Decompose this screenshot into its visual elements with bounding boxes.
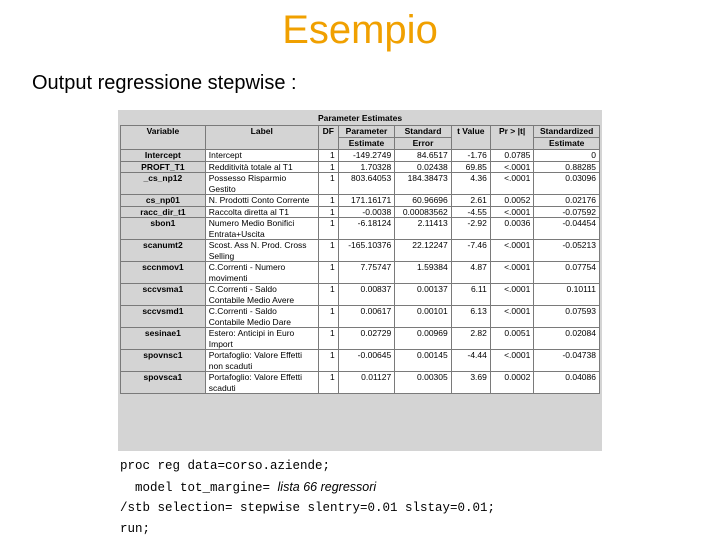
cell-variable: scanumt2 [121,240,206,262]
cell-std-error: 0.00305 [395,372,452,394]
table-row [121,150,600,162]
header-variable: Variable [121,126,206,150]
header-t-value: t Value [451,126,490,150]
cell-standardized-estimate: -0.05213 [534,240,600,262]
cell-df: 1 [318,240,338,262]
cell-std-error: 0.02438 [395,161,452,173]
cell-pr: <.0001 [490,173,533,195]
cell-standardized-estimate: 0 [534,150,600,162]
cell-standardized-estimate: 0.07754 [534,262,600,284]
cell-std-error: 1.59384 [395,262,452,284]
table-row [121,240,600,262]
cell-variable: Intercept [121,150,206,162]
cell-label: Portafoglio: Valore Effetti scaduti [205,372,318,394]
cell-estimate: -0.00645 [338,350,395,372]
table-row [121,173,600,195]
cell-standardized-estimate: 0.02176 [534,195,600,207]
cell-variable: spovnsc1 [121,350,206,372]
cell-variable: sccvsmd1 [121,306,206,328]
cell-label: C.Correnti - Saldo Contabile Medio Avere [205,284,318,306]
table-row [121,306,600,328]
cell-standardized-estimate: 0.07593 [534,306,600,328]
cell-standardized-estimate: 0.10111 [534,284,600,306]
cell-pr: 0.0785 [490,150,533,162]
cell-t-value: -7.46 [451,240,490,262]
cell-estimate: 803.64053 [338,173,395,195]
cell-label: Possesso Risparmio Gestito [205,173,318,195]
cell-std-error: 0.00969 [395,328,452,350]
cell-std-error: 0.00083562 [395,206,452,218]
cell-standardized-estimate: 0.88285 [534,161,600,173]
cell-t-value: 6.11 [451,284,490,306]
cell-pr: <.0001 [490,161,533,173]
parameter-estimates-table [120,125,600,394]
cell-estimate: -149.2749 [338,150,395,162]
cell-standardized-estimate: 0.04086 [534,372,600,394]
cell-estimate: 171.16171 [338,195,395,207]
table-row [121,284,600,306]
header-label: Label [205,126,318,150]
cell-estimate: -165.10376 [338,240,395,262]
cell-variable: racc_dir_t1 [121,206,206,218]
cell-label: Raccolta diretta al T1 [205,206,318,218]
cell-label: Scost. Ass N. Prod. Cross Selling [205,240,318,262]
cell-df: 1 [318,150,338,162]
cell-estimate: -6.18124 [338,218,395,240]
header-standardized: Standardized [534,126,600,138]
code-line-1: proc reg data=corso.aziende; [120,459,331,473]
table-row [121,195,600,207]
header-df: DF [318,126,338,150]
code-line-3: /stb selection= stepwise slentry=0.01 slstay=0.01; [120,501,496,515]
header-parameter: Parameter [338,126,395,138]
cell-standardized-estimate: -0.07592 [534,206,600,218]
code-line-2-regressors: lista 66 regressori [277,479,377,494]
table-row [121,350,600,372]
table-row [121,206,600,218]
cell-estimate: 0.00837 [338,284,395,306]
table-body [121,150,600,394]
cell-std-error: 2.11413 [395,218,452,240]
cell-label: Estero: Anticipi in Euro Import [205,328,318,350]
cell-t-value: 3.69 [451,372,490,394]
cell-variable: PROFT_T1 [121,161,206,173]
header-pr: Pr > |t| [490,126,533,150]
cell-df: 1 [318,328,338,350]
cell-label: Intercept [205,150,318,162]
table-row [121,262,600,284]
cell-df: 1 [318,284,338,306]
cell-standardized-estimate: 0.03096 [534,173,600,195]
cell-label: Numero Medio Bonifici Entrata+Uscita [205,218,318,240]
cell-df: 1 [318,372,338,394]
cell-variable: _cs_np12 [121,173,206,195]
cell-pr: <.0001 [490,284,533,306]
cell-standardized-estimate: -0.04738 [534,350,600,372]
cell-variable: sbon1 [121,218,206,240]
cell-estimate: 7.75747 [338,262,395,284]
cell-pr: <.0001 [490,262,533,284]
cell-std-error: 0.00101 [395,306,452,328]
cell-std-error: 0.00137 [395,284,452,306]
cell-estimate: 0.02729 [338,328,395,350]
cell-std-error: 0.00145 [395,350,452,372]
code-line-2 [120,477,495,499]
cell-df: 1 [318,173,338,195]
cell-pr: <.0001 [490,206,533,218]
cell-df: 1 [318,206,338,218]
cell-variable: sesinae1 [121,328,206,350]
cell-std-error: 60.96696 [395,195,452,207]
cell-label: Portafoglio: Valore Effetti non scaduti [205,350,318,372]
cell-label: C.Correnti - Numero movimenti [205,262,318,284]
cell-t-value: -4.44 [451,350,490,372]
cell-variable: sccnmov1 [121,262,206,284]
page-subtitle: Output regressione stepwise : [32,72,297,94]
table-row [121,372,600,394]
cell-t-value: 6.13 [451,306,490,328]
cell-variable: spovsca1 [121,372,206,394]
cell-label: Redditività totale al T1 [205,161,318,173]
cell-t-value: 4.36 [451,173,490,195]
header-standardized-estimate: Estimate [534,138,600,150]
cell-df: 1 [318,195,338,207]
cell-std-error: 184.38473 [395,173,452,195]
page-title: Esempio [282,8,438,52]
sas-output-panel [118,110,602,451]
cell-std-error: 22.12247 [395,240,452,262]
cell-pr: <.0001 [490,350,533,372]
table-row [121,328,600,350]
table-row [121,218,600,240]
cell-t-value: 69.85 [451,161,490,173]
cell-std-error: 84.6517 [395,150,452,162]
cell-label: N. Prodotti Conto Corrente [205,195,318,207]
sas-code-block [120,456,495,539]
header-standard: Standard [395,126,452,138]
cell-standardized-estimate: -0.04454 [534,218,600,240]
cell-pr: 0.0051 [490,328,533,350]
cell-estimate: 0.00617 [338,306,395,328]
cell-df: 1 [318,306,338,328]
cell-t-value: 4.87 [451,262,490,284]
cell-t-value: 2.82 [451,328,490,350]
header-parameter-estimate: Estimate [338,138,395,150]
cell-variable: sccvsma1 [121,284,206,306]
code-line-2-prefix: model tot_margine= [120,480,278,495]
cell-t-value: -4.55 [451,206,490,218]
cell-standardized-estimate: 0.02084 [534,328,600,350]
cell-pr: 0.0036 [490,218,533,240]
cell-variable: cs_np01 [121,195,206,207]
cell-t-value: 2.61 [451,195,490,207]
cell-df: 1 [318,161,338,173]
cell-pr: 0.0052 [490,195,533,207]
header-standard-error: Error [395,138,452,150]
table-title: Parameter Estimates [317,113,403,123]
cell-df: 1 [318,350,338,372]
cell-df: 1 [318,218,338,240]
table-row [121,161,600,173]
cell-t-value: -2.92 [451,218,490,240]
cell-pr: <.0001 [490,240,533,262]
cell-estimate: 1.70328 [338,161,395,173]
cell-pr: 0.0002 [490,372,533,394]
cell-t-value: -1.76 [451,150,490,162]
cell-label: C.Correnti - Saldo Contabile Medio Dare [205,306,318,328]
cell-df: 1 [318,262,338,284]
code-line-4: run; [120,521,151,536]
cell-estimate: -0.0038 [338,206,395,218]
cell-estimate: 0.01127 [338,372,395,394]
cell-pr: <.0001 [490,306,533,328]
